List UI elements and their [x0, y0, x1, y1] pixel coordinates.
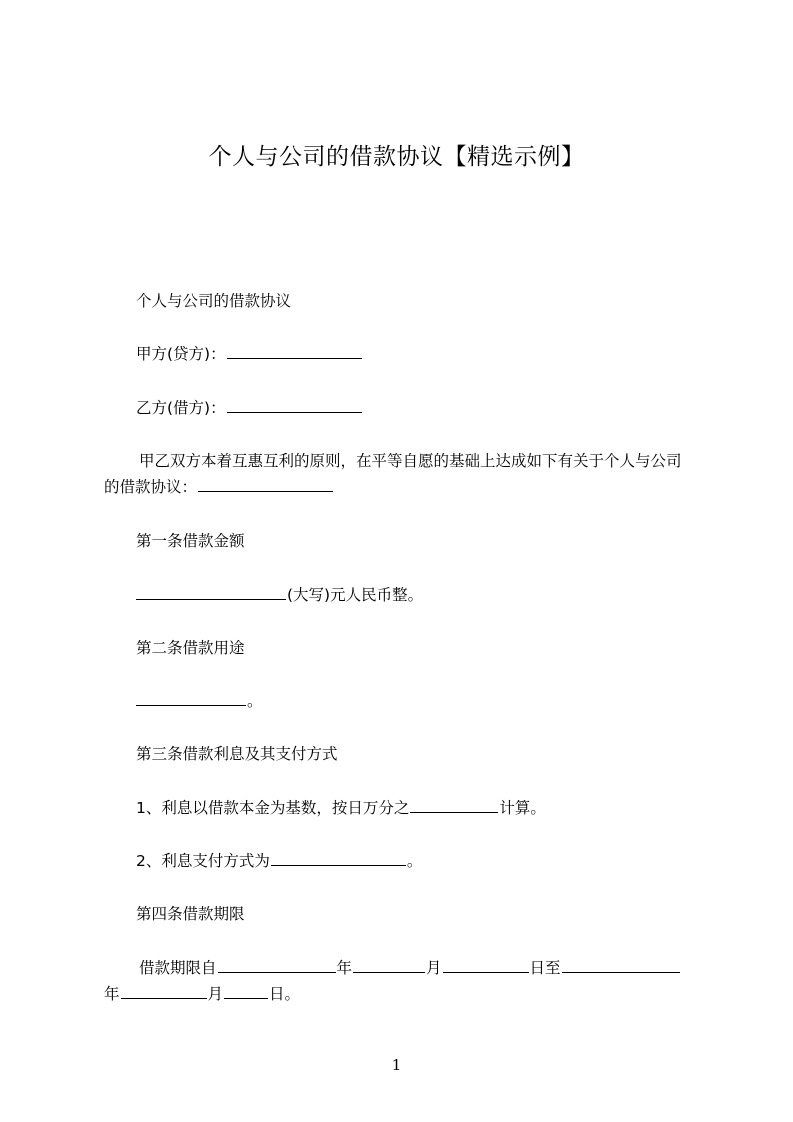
- end-day-blank[interactable]: [224, 983, 268, 999]
- term-month-2-label: 月: [207, 985, 224, 1003]
- start-year-blank[interactable]: [218, 957, 336, 973]
- article-3-item-1: [136, 797, 546, 819]
- interest-rate-blank[interactable]: [410, 797, 498, 813]
- article-2-text: 。: [247, 692, 263, 710]
- article-2-title: 第二条借款用途: [136, 639, 245, 657]
- term-day-to-label: 日至: [529, 959, 561, 977]
- agreement-heading: 个人与公司的借款协议: [136, 292, 292, 310]
- article-1-text-line: [136, 584, 423, 606]
- loan-purpose-blank[interactable]: [136, 690, 246, 706]
- article-3-item-1-suffix: 计算。: [499, 799, 546, 817]
- term-day-end-label: 日。: [269, 985, 301, 1003]
- document-title: 个人与公司的借款协议【精选示例】: [208, 144, 585, 170]
- start-day-blank[interactable]: [443, 957, 529, 973]
- article-3-item-2-suffix: 。: [406, 852, 423, 870]
- start-month-blank[interactable]: [353, 957, 425, 973]
- term-year-label: 年: [336, 959, 353, 977]
- payment-method-blank[interactable]: [271, 850, 406, 866]
- end-year-blank[interactable]: [562, 957, 680, 973]
- page-number: 1: [391, 1056, 402, 1074]
- loan-term-line-1: [104, 955, 706, 981]
- term-from-label: 借款期限自: [139, 959, 217, 977]
- end-month-blank[interactable]: [121, 983, 207, 999]
- intro-line-1: 甲乙双方本着互惠互利的原则，在平等自愿的基础上达成如下有关于个人与公司: [139, 452, 682, 470]
- party-b-label: 乙方(借方)：: [136, 399, 226, 417]
- article-1-title: 第一条借款金额: [136, 532, 245, 550]
- intro-blank[interactable]: [198, 476, 333, 492]
- term-month-label: 月: [426, 959, 442, 977]
- intro-line-2: [104, 474, 706, 500]
- loan-term-paragraph: [104, 955, 706, 1007]
- article-3-title: 第三条借款利息及其支付方式: [136, 745, 338, 763]
- article-3-item-1-prefix: 1、利息以借款本金为基数，按日万分之: [136, 799, 410, 817]
- article-2-text-line: [136, 690, 263, 712]
- party-b-line: [136, 397, 363, 419]
- loan-amount-blank[interactable]: [136, 584, 286, 600]
- intro-paragraph: [104, 448, 706, 500]
- intro-line-2-text: 的借款协议：: [104, 478, 198, 496]
- party-a-blank[interactable]: [227, 343, 362, 359]
- loan-term-line-2: [104, 981, 706, 1007]
- article-3-item-2-prefix: 2、利息支付方式为: [136, 852, 270, 870]
- article-1-text: (大写)元人民币整。: [287, 586, 424, 604]
- party-a-line: [136, 343, 363, 365]
- party-a-label: 甲方(贷方)：: [136, 345, 226, 363]
- term-year-2-label: 年: [104, 985, 120, 1003]
- party-b-blank[interactable]: [227, 397, 362, 413]
- article-4-title: 第四条借款期限: [136, 905, 245, 923]
- article-3-item-2: [136, 850, 422, 872]
